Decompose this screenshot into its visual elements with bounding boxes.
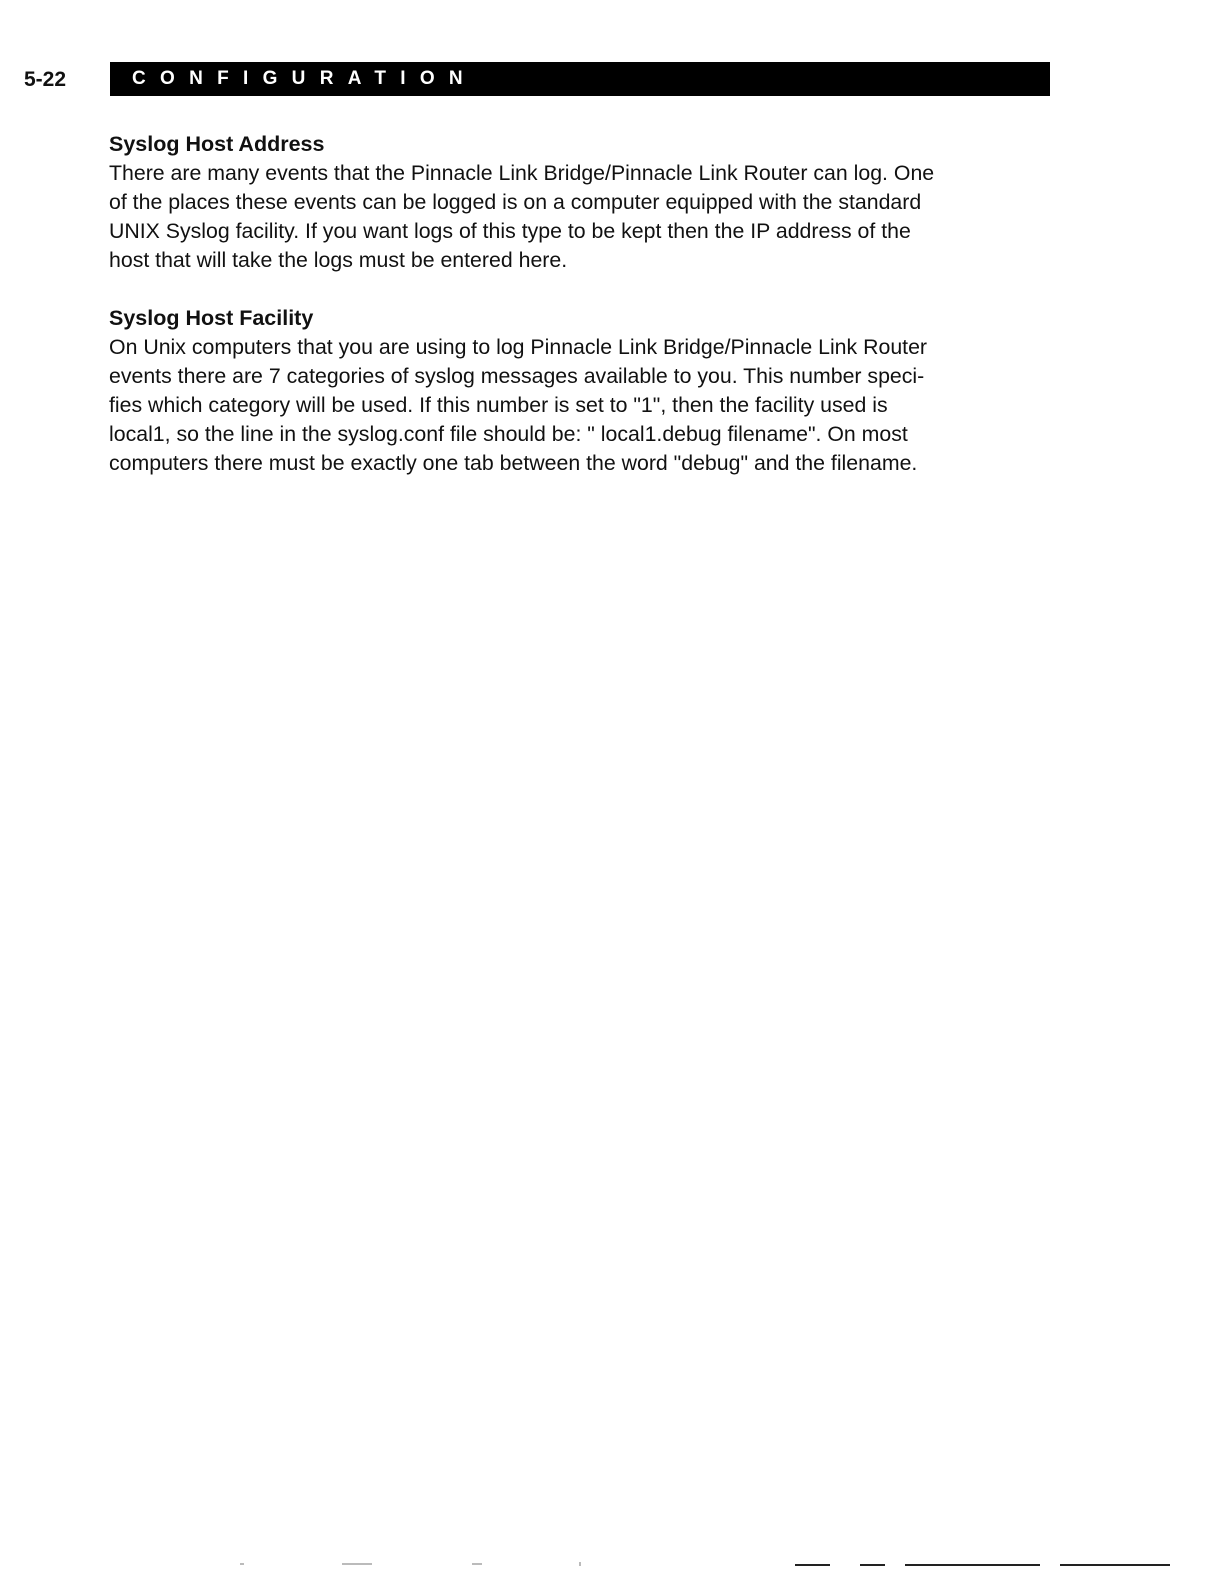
section-paragraph bbox=[109, 159, 1059, 275]
paragraph-line: of the places these events can be logged is on a computer equipped with the standard bbox=[109, 190, 922, 214]
page-content bbox=[109, 130, 1059, 507]
section-header-bar bbox=[110, 62, 1050, 96]
paragraph-line: computers there must be exactly one tab between the word "debug" and the filename. bbox=[109, 451, 918, 475]
section-paragraph bbox=[109, 333, 1059, 478]
section-heading: Syslog Host Address bbox=[109, 132, 325, 156]
section-title: CONFIGURATION bbox=[132, 68, 477, 89]
scan-artifact-marks bbox=[0, 1556, 1224, 1576]
page-number: 5-22 bbox=[24, 68, 67, 91]
paragraph-line: On Unix computers that you are using to log Pinnacle Link Bridge/Pinnacle Link Router bbox=[109, 335, 928, 359]
section-heading: Syslog Host Facility bbox=[109, 306, 314, 330]
section-syslog-host-address bbox=[109, 130, 1059, 275]
paragraph-line: There are many events that the Pinnacle Link Bridge/Pinnacle Link Router can log. One bbox=[109, 161, 935, 185]
paragraph-line: fies which category will be used. If this number is set to "1", then the facility used is bbox=[109, 393, 888, 417]
paragraph-line: host that will take the logs must be entered here. bbox=[109, 248, 568, 272]
paragraph-line: events there are 7 categories of syslog messages available to you. This number speci- bbox=[109, 364, 925, 388]
paragraph-line: UNIX Syslog facility. If you want logs of this type to be kept then the IP address of the bbox=[109, 219, 911, 243]
paragraph-line: local1, so the line in the syslog.conf file should be: " local1.debug filename". On most bbox=[109, 422, 908, 446]
section-syslog-host-facility bbox=[109, 304, 1059, 478]
